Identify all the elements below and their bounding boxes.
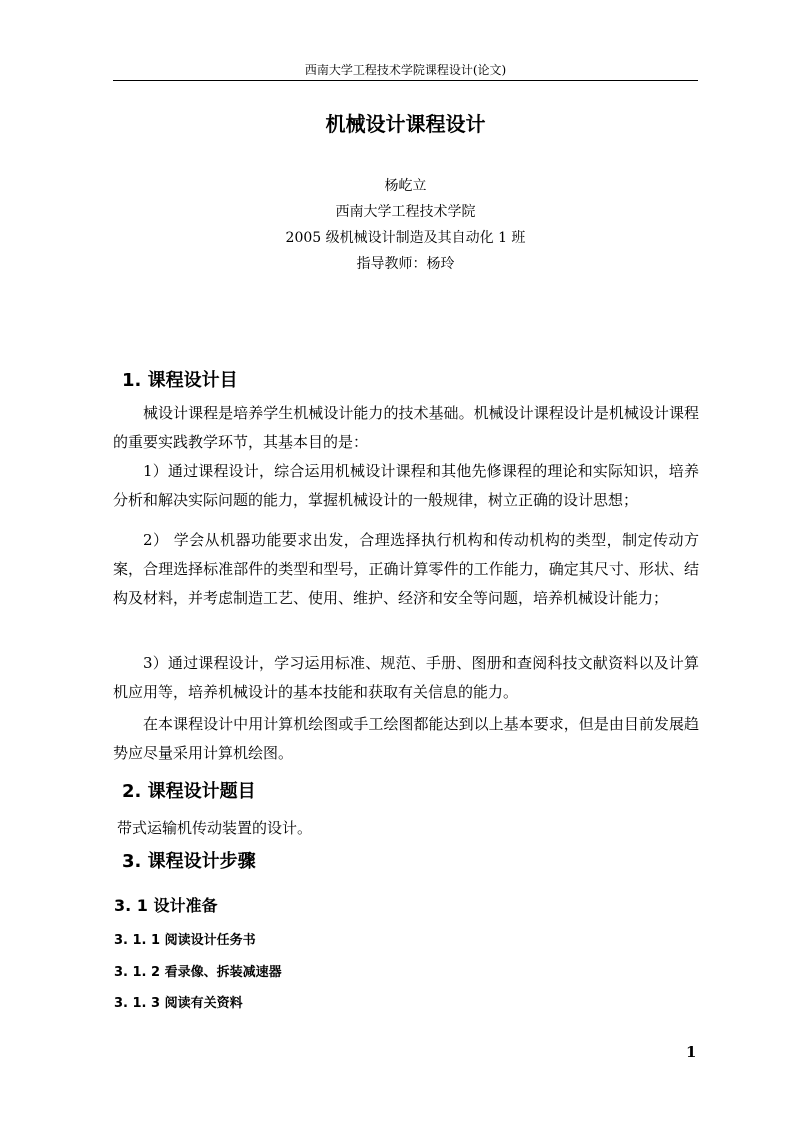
section-1-closing: 在本课程设计中用计算机绘图或手工绘图都能达到以上基本要求，但是由目前发展趋势应尽量采用计算机绘图。 [113,715,699,762]
document-title: 机械设计课程设计 [325,112,486,136]
running-header: 西南大学工程技术学院课程设计(论文) [304,63,507,77]
author-institution: 西南大学工程技术学院 [335,204,476,220]
subsection-3-1-1: 3. 1. 1 阅读设计任务书 [114,933,256,948]
author-class: 2005 级机械设计制造及其自动化 1 班 [285,230,526,246]
advisor-name: 指导教师：杨玲 [356,256,455,272]
subsection-3-1-3: 3. 1. 3 阅读有关资料 [114,996,243,1011]
subsection-3-1-2: 3. 1. 2 看录像、拆装减速器 [114,965,282,980]
section-3-heading: 3. 课程设计步骤 [122,851,256,872]
section-1-paragraph: 械设计课程是培养学生机械设计能力的技术基础。机械设计课程设计是机械设计课程的重要实践教学环节，其基本目的是： [113,404,699,451]
section-2-heading: 2. 课程设计题目 [122,781,256,802]
subsection-3-1-heading: 3. 1 设计准备 [114,896,218,915]
section-1-item-2: 2） 学会从机器功能要求出发，合理选择执行机构和传动机构的类型，制定传动方案，合理选择标准部件的类型和型号，正确计算零件的工作能力，确定其尺寸、形状、结构及材料，并考虑制造工艺、使用、维护、经济和安全等问题，培养机械设计能力； [113,531,699,607]
section-2-body: 带式运输机传动装置的设计。 [117,819,313,837]
section-1-item-1: 1）通过课程设计，综合运用机械设计课程和其他先修课程的理论和实际知识，培养分析和解决实际问题的能力，掌握机械设计的一般规律，树立正确的设计思想； [113,462,699,509]
author-name: 杨屹立 [384,178,427,194]
page-number: 1 [686,1043,697,1061]
section-1-heading: 1. 课程设计目 [122,370,238,391]
header-rule [113,80,698,81]
section-1-item-3: 3）通过课程设计，学习运用标准、规范、手册、图册和查阅科技文献资料以及计算机应用等，培养机械设计的基本技能和获取有关信息的能力。 [113,654,699,701]
